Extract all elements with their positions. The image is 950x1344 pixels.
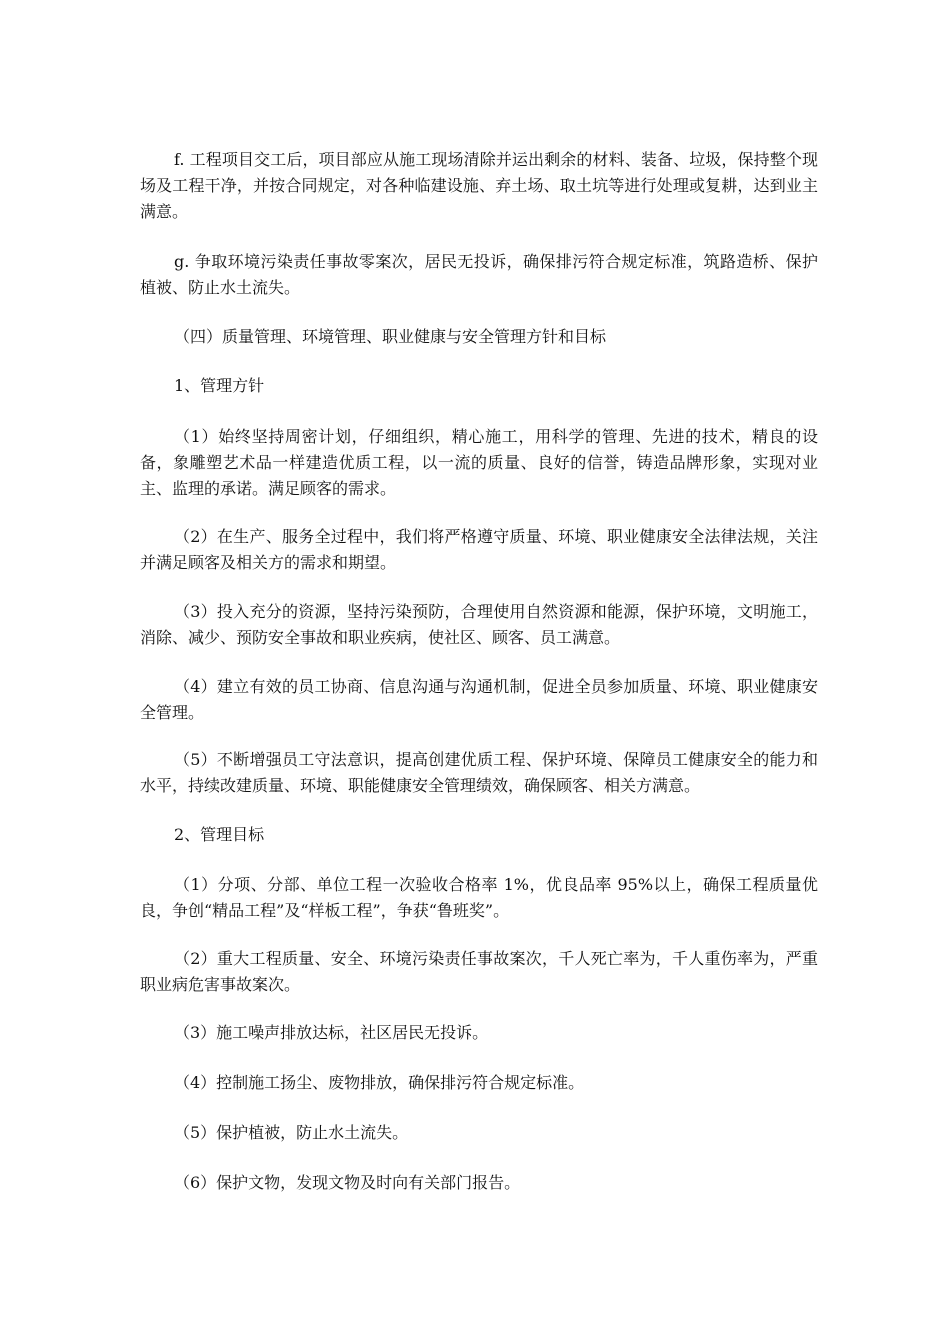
goal-item-5: （5）保护植被，防止水土流失。 — [174, 1123, 409, 1142]
policy-item-5: （5）不断增强员工守法意识，提高创建优质工程、保护环境、保障员工健康安全的能力和水平，持续改建质量、环境、职能健康安全管理绩效，确保顾客、相关方满意。 — [140, 750, 818, 795]
goal-item-3: （3）施工噪声排放达标，社区居民无投诉。 — [174, 1023, 489, 1042]
paragraph-f-site-cleanup: f. 工程项目交工后，项目部应从施工现场清除并运出剩余的材料、装备、垃圾，保持整个现场及工程干净，并按合同规定，对各种临建设施、弃土场、取土坑等进行处理或复耕，达到业主满意。 — [140, 150, 818, 221]
policy-item-3: （3）投入充分的资源，坚持污染预防，合理使用自然资源和能源，保护环境，文明施工，消除、减少、预防安全事故和职业疾病，使社区、顾客、员工满意。 — [140, 602, 818, 647]
policy-item-4: （4）建立有效的员工协商、信息沟通与沟通机制，促进全员参加质量、环境、职业健康安全管理。 — [140, 677, 818, 722]
goal-item-2: （2）重大工程质量、安全、环境污染责任事故案次，千人死亡率为，千人重伤率为，严重职业病危害事故案次。 — [140, 949, 818, 994]
goal-item-1: （1）分项、分部、单位工程一次验收合格率 1%，优良品率 95%以上，确保工程质量优良，争创“精品工程”及“样板工程”，争获“鲁班奖”。 — [140, 875, 818, 920]
section-heading-4: （四）质量管理、环境管理、职业健康与安全管理方针和目标 — [174, 327, 607, 346]
subheading-management-goals: 2、管理目标 — [174, 825, 265, 844]
policy-item-2: （2）在生产、服务全过程中，我们将严格遵守质量、环境、职业健康安全法律法规，关注并满足顾客及相关方的需求和期望。 — [140, 527, 818, 572]
goal-item-6: （6）保护文物，发现文物及时向有关部门报告。 — [174, 1173, 521, 1192]
paragraph-g-pollution-goal: g. 争取环境污染责任事故零案次，居民无投诉，确保排污符合规定标准，筑路造桥、保护植被、防止水土流失。 — [140, 252, 818, 297]
subheading-management-policy: 1、管理方针 — [174, 376, 265, 395]
policy-item-1: （1）始终坚持周密计划，仔细组织，精心施工，用科学的管理、先进的技术，精良的设备，象雕塑艺术品一样建造优质工程，以一流的质量、良好的信誉，铸造品牌形象，实现对业主、监理的承诺。满足顾客的需求。 — [140, 427, 818, 498]
goal-item-4: （4）控制施工扬尘、废物排放，确保排污符合规定标准。 — [174, 1073, 585, 1092]
